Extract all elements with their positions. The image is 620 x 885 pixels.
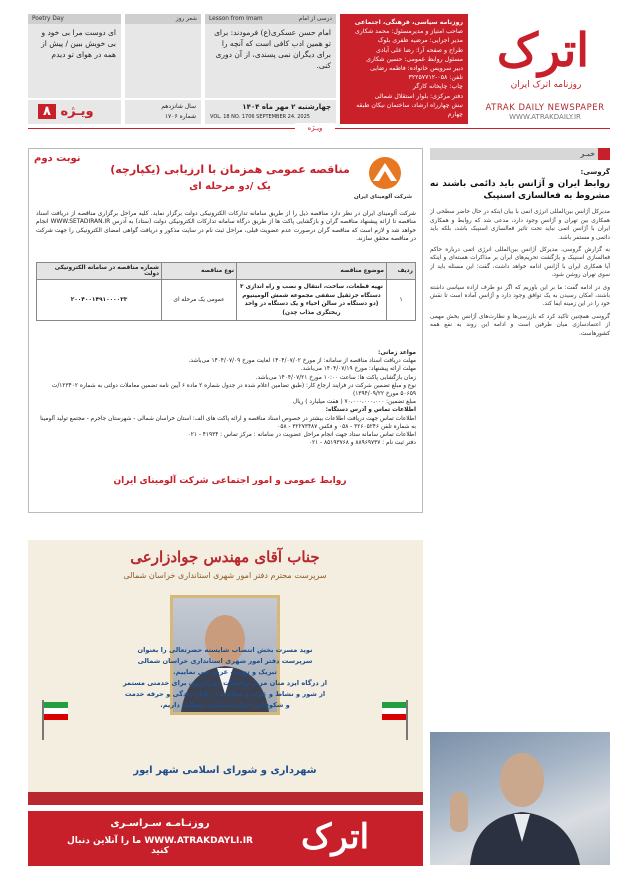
lesson-box [205,14,336,98]
congrats-line: از درگاه ایزد منان مزید توفیقات روزافزون برای خدمتی مستمر [122,679,328,687]
tender-footer: روابط عمومی و امور اجتماعی شرکت آلومینای ایران [113,476,347,486]
publisher-line: نبش چهارراه ارشاد، ساختمان نیکان طبقه چهارم [356,101,463,119]
news-paragraph: به گزارش گروسی، مدیرکل آژانس بین‌المللی انرژی اتمی درباره حاکم فعالسازی اسنپبک و بازگشت تحریم‌های ایران بر مذاکرات هسته‌ای و اینکه آیا همکاری ایران با آژانس ادامه خواهد داشت، گفت: این مسئله باید از سوی تهران روشن شود. [430,247,610,279]
table-row [37,280,416,321]
cell-subject: تهیه قطعات، ساخت، انتقال و نصب و راه اندازی ۳ دستگاه جرثقیل سقفی مجموعه شمش آلومینیوم (دو دستگاه در سالن احیاء و یک دستگاه در واحد ریختگری مذاب چدن) [237,280,387,321]
lesson-label-en: Lesson from Imam [209,16,263,22]
publisher-line: مدیر اجرایی: مرضیه ظفری بلوک [377,37,463,45]
poetry-text: ای دوست مرا بی خود و بی خویش ببین / پیش از همه در هوای تو دیدم [41,28,116,59]
lesson-label-fa: درسی از امام [298,16,332,22]
paper-name-en: ATRAK DAILY NEWSPAPER [485,103,605,113]
tender-round: نوبت دوم [34,153,81,164]
publisher-info-box [340,14,468,124]
lesson-text: امام حسن عسکری(ع) فرمودند: برای تو همین ادب کافی است که آنچه را برای دیگران نمی پسندی، از آن دوری کنی. [214,28,331,70]
news-photo [430,732,610,865]
section-label: ویـژه [295,123,335,133]
issue-number: شماره ۱۷۰۶ [164,113,196,120]
cell-number: ۲۰۰۴۰۰۱۴۹۱۰۰۰۰۳۳ [37,280,162,321]
news-article [430,168,610,723]
flag-icon [40,700,70,740]
publisher-line: دبیر سرویس خانواده: فاطمه رضایی [370,65,463,73]
congrats-body [40,645,410,711]
tender-title: مناقصه عمومی همزمان با ارزیابی (یکپارچه) [110,163,350,176]
cell-row-no: ۱ [387,280,416,321]
tender-note: مهلت ارائه پیشنهاد: مورخ ۱۴۰۴/۰۷/۱۹ می‌باشد. [300,366,416,373]
tender-note: زمان بازگشایی پاکت ها: ساعت ۱۰:۰۰ مورخ ۱۴۰۴/۰۷/۲۱ می‌باشد. [255,374,416,381]
publisher-line: تلفن: ۰۵۸-۳۲۲۵۷۷۱۲ [408,74,463,82]
congrats-line: سرپرست دفتر امور شهری استانداری خراسان شمالی [137,657,313,665]
tender-note: اطلاعات تماس سامانه ستاد جهت انجام مراحل عضویت در سامانه : مرکز تماس : ۴۱۹۳۴ - ۰۲۱ [187,432,416,439]
company-logo-icon [357,155,413,191]
footer-label: روزنـامـه سـراسـری [110,818,210,829]
header-number: شماره مناقصه در سامانه الکترونیکی دولت [37,263,162,280]
flag-icon [380,700,410,740]
poetry-divider-box [125,14,201,98]
page-number-box [28,100,121,124]
issue-date-fa: چهارشنبه ۲ مهر ماه ۱۴۰۴ [242,103,331,111]
tender-note: مواعد زمانی: [378,350,416,356]
tender-subtitle: یک /دو مرحله ای [189,181,271,192]
tender-notes [36,349,416,447]
congrats-line: تبریک و تهنیت عرض می نماییم. [173,668,277,676]
person-photo-icon [430,732,610,865]
congrats-signature: شهرداری و شورای اسلامی شهر ایور [133,765,317,776]
news-title[interactable]: روابط ایران و آژانس باید دائمی باشند نه مشروط به فعالسازی اسنپبک [430,179,610,202]
news-header [430,148,610,160]
news-paragraph: مدیرکل آژانس بین‌المللی انرژی اتمی با بیان اینکه در حال حاضر سطحی از همکاری بین تهران و آژانس وجود دارد، مدعی شد که روابط و همکاری ایران با آژانس اتمی نباید تحت تاثیر فعالسازی اسنپبک باشد، بلکه باید دائمی و مستمر باشد. [430,209,610,241]
issue-year: سال شانزدهم [161,103,196,110]
page-number: ۸ [38,104,56,119]
congrats-line: از شور و نشاط و عزت و سلامت در کنار زندگی و حرفه خدمت [124,690,326,698]
cell-type: عمومی یک مرحله ای [162,280,237,321]
poetry-label-en: Poetry Day [28,14,121,24]
publisher-line: چاپ: چاپخانه کارگر [412,83,463,91]
poetry-box [28,14,121,98]
footer-website-link[interactable]: WWW.ATRAKDAYLI.IR ما را آنلاین دنبال کنید [66,836,253,856]
news-paragraph: گروسی همچنین تاکید کرد که بازرسی‌ها و نظارت‌های آژانس بخش مهمی از اعتمادسازی میان طرفین است و ادامه این روند به نفع همه کشورهاست. [430,313,610,337]
congrats-line: و شکوفایی ایران اسلامی مسالت داریم. [160,701,290,709]
publisher-line: دفتر مرکزی: بلوار استقلال شمالی [374,92,463,100]
news-header-label: خبـر [580,150,595,158]
header-subject: موضوع مناقصه [237,263,387,280]
congrats-band [28,792,423,805]
issue-date-box [205,100,336,124]
header-type: نوع مناقصه [162,263,237,280]
tender-note: دفتر ثبت نام : ۸۸۹۶۹۷۳۷ و ۸۵۱۹۳۷۶۸ - ۰۲۱ [308,440,416,447]
footer-logo[interactable]: اترک [300,817,370,857]
publisher-line: طراح و صفحه آرا: رضا علی آبادی [376,46,463,54]
tender-intro: شرکت آلومینای ایران در نظر دارد مناقصه ذیل را از طریق سامانه تدارکات الکترونیکی دولت برگزار نماید. کلیه مراحل برگزاری مناقصه از دریافت اسناد مناقصه تا ارائه پیشنهاد مناقصه گران و بازگشایی پاکت ها از طریق درگاه سامانه تدارکات الکترونیکی دولت (ستاد) به آدرس WWW.SETADIRAN.IR انجام خواهد شد و لازم است که مناقصه گران درصورت عدم عضویت قبلی، مراحل ثبت نام در سایت مذکور و دریافت گواهی امضای الکترونیکی را جهت شرکت در مناقصه محقق سازند. [36,211,416,243]
tender-note: مهلت دریافت اسناد مناقصه از سامانه: از مورخ ۱۴۰۴/۰۷/۰۲ لغایت مورخ ۱۴۰۴/۰۷/۰۹ می‌باشد. [188,358,416,365]
publisher-line: روزنامه سیاسی، فرهنگی، اجتماعی [354,19,463,26]
tender-note: اطلاعات تماس جهت دریافت اطلاعات بیشتر در خصوص اسناد مناقصه و ارائه پاکت های الف: استان خراسان شمالی - شهرستان جاجرم - مجتمع تولید آلومینا به شماره تلفن ۳۲۶۰۵۲۴۶ - ۰۵۸ و فکس ۳۲۲۷۳۴۸۷ - ۰۵۸ [40,415,416,430]
news-kicker: گروسی: [580,168,610,176]
tender-note: مبلغ تضمین: ۷۰،۰۰۰،۰۰۰،۰۰۰ ( هفت میلیارد ) ریال [292,399,416,406]
masthead-logo-subtitle: روزنامه اترک ایران [510,80,582,90]
lesson-header [205,14,336,24]
tender-note: نوع و مبلغ تضمین شرکت در فرایند ارجاع کار: (طبق تضامین اعلام شده در جدول شماره ۲ ماده ۶ آیین نامه تضمین معاملات دولتی به شماره ۱۲۳۴۰۲/ت ۵۰۶۵۹ مورخ ۱۳۹۴/۰۹/۲۲) [51,382,416,398]
issue-date-en: VOL. 18 NO. 1706 SEPTEMBER 24. 2025 [210,114,310,120]
congrats-title: جناب آقای مهندس جوادزارعی [130,548,320,566]
news-paragraph: وی در ادامه گفت: ما بر این باوریم که اگر دو طرف اراده سیاسی داشته باشند، امکان رسیدن به یک توافق وجود دارد و آژانس آماده است تا نقش خود را در این زمینه ایفا کند. [430,284,610,308]
tender-note: اطلاعات تماس و آدرس دستگاه: [325,407,416,414]
page-label: ویـژه [60,104,94,119]
news-marker-icon [598,148,610,160]
company-name: شرکت آلومینای ایران [353,194,413,200]
congrats-subtitle: سرپرست محترم دفتر امور شهری استانداری خراسان شمالی [123,571,327,580]
publisher-line: مسئول روابط عمومی: حسین شکاری [366,55,463,63]
table-header-row [37,263,416,280]
congrats-line: نوید مسرت بخش انتصاب شایسته حضرتعالی را بعنوان [137,646,313,654]
paper-website[interactable]: WWW.ATRAKDAILY.IR [509,113,581,121]
tender-ad [28,148,423,513]
masthead-logo[interactable]: اترک [496,23,590,77]
issue-year-box [125,100,201,124]
publisher-line: صاحب امتیاز و مدیرمسئول: محمد شکاری [354,28,463,36]
tender-table [36,262,416,321]
header-row-no: ردیف [387,263,416,280]
poetry-label-fa: شعر روز [125,14,201,24]
